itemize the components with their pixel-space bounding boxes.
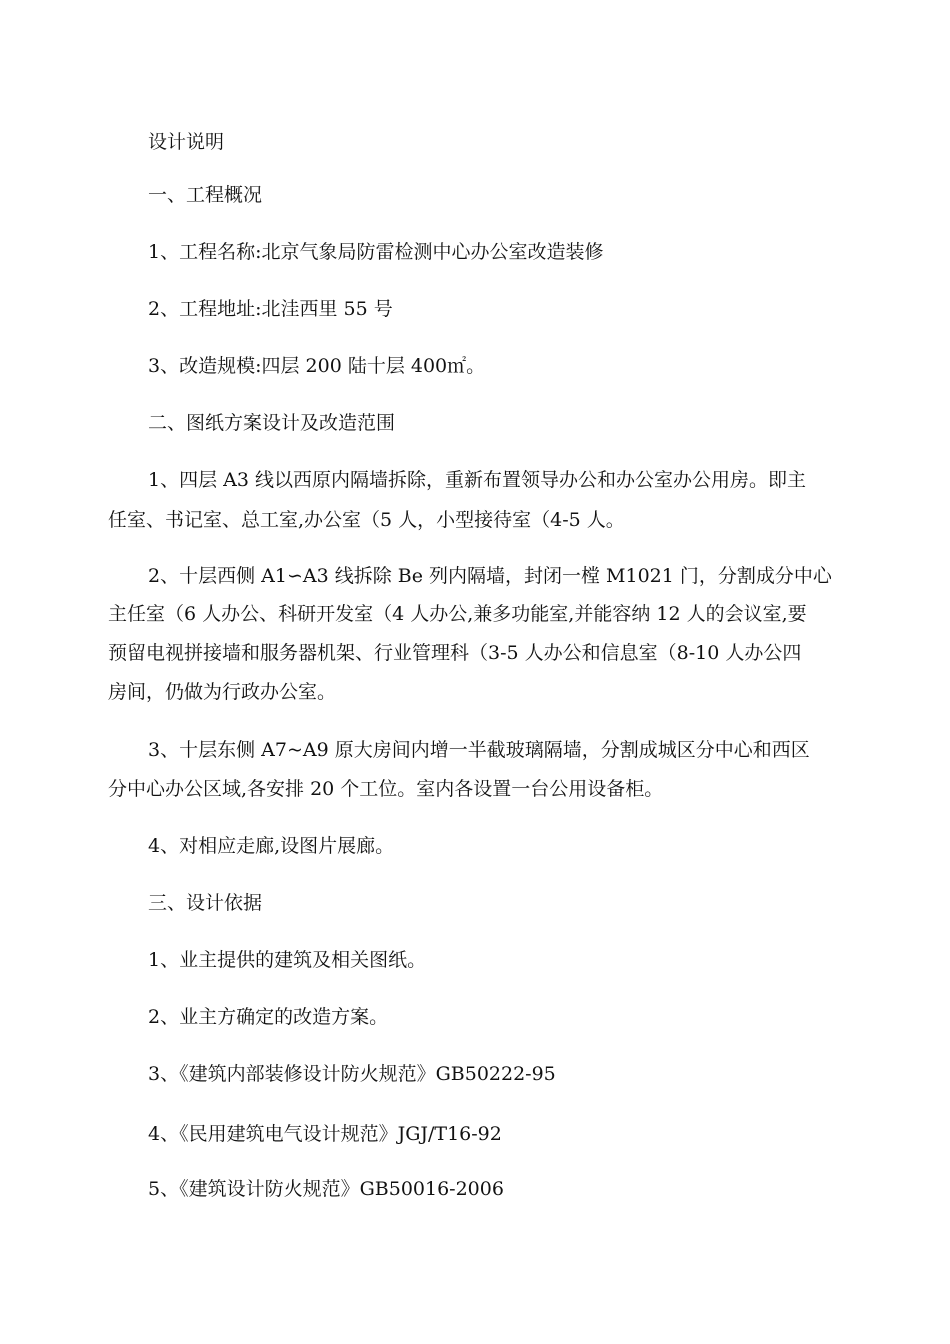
basis-item-3: 3、《建筑内部装修设计防火规范》GB50222-95 — [148, 1063, 556, 1085]
basis-item-5: 5、《建筑设计防火规范》GB50016-2006 — [148, 1178, 504, 1200]
scope-item-2-line-1: 2、十层西侧 A1∽A3 线拆除 Be 列内隔墙，封闭一樘 M1021 门，分割成分中心 — [148, 565, 832, 587]
section-heading-overview: 一、工程概况 — [148, 184, 263, 206]
scope-item-4: 4、对相应走廊,设图片展廊。 — [148, 835, 395, 857]
overview-item-scale: 3、改造规模:四层 200 陆十层 400㎡。 — [148, 355, 486, 377]
scope-item-3-line-2: 分中心办公区域,各安排 20 个工位。室内各设置一台公用设备柜。 — [108, 778, 664, 800]
section-heading-scope: 二、图纸方案设计及改造范围 — [148, 412, 396, 434]
document-title: 设计说明 — [148, 131, 225, 153]
basis-item-1: 1、业主提供的建筑及相关图纸。 — [148, 949, 427, 971]
overview-item-address: 2、工程地址:北洼西里 55 号 — [148, 298, 393, 320]
scope-item-3-line-1: 3、十层东侧 A7~A9 原大房间内增一半截玻璃隔墙，分割成城区分中心和西区 — [148, 739, 810, 761]
scope-item-2-line-3: 预留电视拼接墙和服务器机架、行业管理科（3-5 人办公和信息室（8-10 人办公四 — [108, 642, 802, 664]
scope-item-2-line-2: 主任室（6 人办公、科研开发室（4 人办公,兼多功能室,并能容纳 12 人的会议室,要 — [108, 603, 807, 625]
overview-item-name: 1、工程名称:北京气象局防雷检测中心办公室改造装修 — [148, 241, 604, 263]
scope-item-2-line-4: 房间，仍做为行政办公室。 — [108, 681, 337, 703]
scope-item-1-line-1: 1、四层 A3 线以西原内隔墙拆除，重新布置领导办公和办公室办公用房。即主 — [148, 469, 806, 491]
scope-item-1-line-2: 任室、书记室、总工室,办公室（5 人，小型接待室（4-5 人。 — [108, 509, 625, 531]
section-heading-basis: 三、设计依据 — [148, 892, 263, 914]
basis-item-2: 2、业主方确定的改造方案。 — [148, 1006, 389, 1028]
basis-item-4: 4、《民用建筑电气设计规范》JGJ/T16-92 — [148, 1123, 502, 1145]
